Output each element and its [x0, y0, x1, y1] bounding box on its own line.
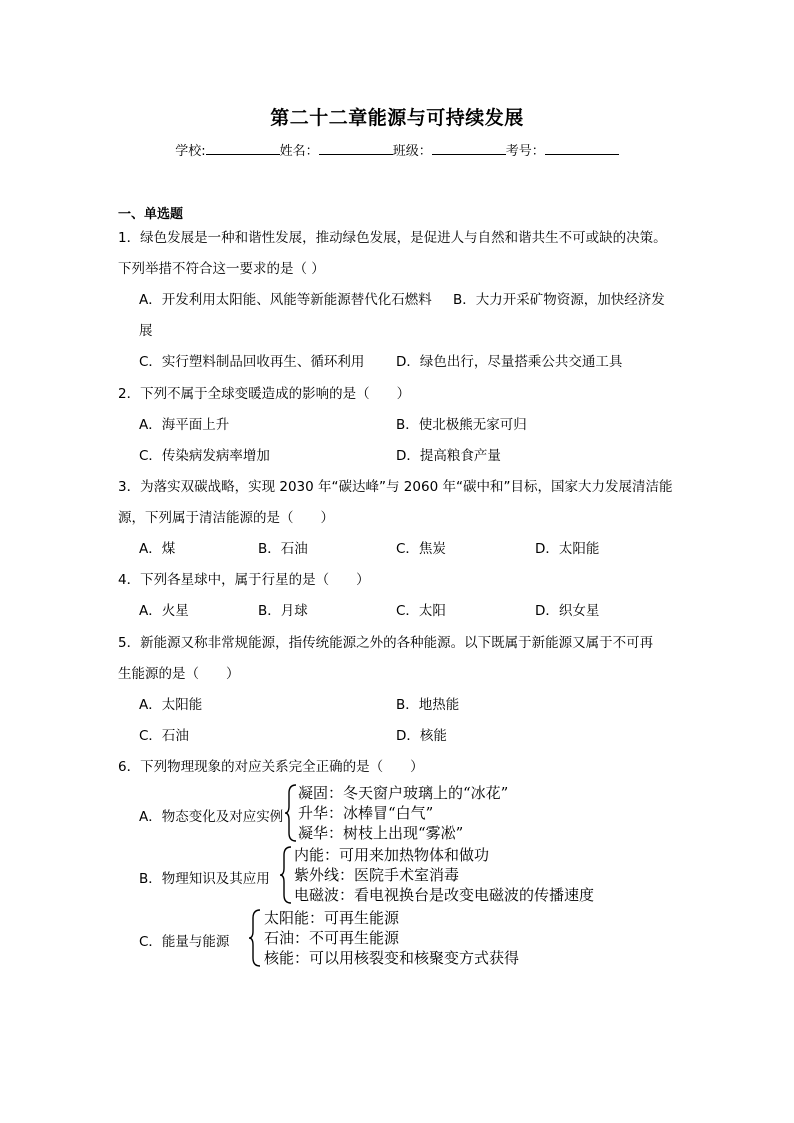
q6-option-a-label: A．物态变化及对应实例: [139, 809, 284, 825]
q2-stem: 2．下列不属于全球变暖造成的影响的是（ ）: [118, 386, 411, 402]
q2-option-c: C．传染病发病率增加: [139, 448, 270, 464]
exam-number-label: 考号：: [505, 144, 545, 159]
q1-option-a: A．开发利用太阳能、风能等新能源替代化石燃料: [139, 292, 432, 308]
q1-option-b: B．大力开采矿物资源，加快经济发: [453, 292, 665, 308]
q6-option-b-label: B．物理知识及其应用: [139, 871, 270, 887]
q1-stem-line1: 1．绿色发展是一种和谐性发展，推动绿色发展，是促进人与自然和谐共生不可或缺的决策。: [118, 230, 667, 246]
q4-option-b: B．月球: [258, 603, 308, 619]
q3-stem-line2: 源，下列属于清洁能源的是（ ）: [118, 510, 334, 526]
q5-stem-line1: 5．新能源又称非常规能源，指传统能源之外的各种能源。以下既属于新能源又属于不可再: [118, 635, 654, 651]
q5-option-a: A．太阳能: [139, 697, 203, 713]
q5-option-b: B．地热能: [396, 697, 460, 713]
q6-option-a-item: 凝固：冬天窗户玻璃上的“冰花”: [298, 784, 509, 802]
name-label: 姓名：: [279, 144, 319, 159]
q6-option-c-list: [264, 908, 519, 968]
q6-option-c-item: 核能：可以用核裂变和核聚变方式获得: [264, 949, 520, 967]
q4-option-c: C．太阳: [396, 603, 446, 619]
q4-option-a: A．火星: [139, 603, 189, 619]
q1-option-b-cont: 展: [139, 323, 153, 339]
q4-stem: 4．下列各星球中，属于行星的是（ ）: [118, 572, 370, 588]
q6-option-c-label: C．能量与能源: [139, 934, 230, 950]
q5-stem-line2: 生能源的是（ ）: [118, 666, 240, 682]
q6-option-c-item: 太阳能：可再生能源: [264, 909, 400, 927]
q6-option-b-item: 电磁波：看电视换台是改变电磁波的传播速度: [294, 886, 595, 904]
q3-option-d: D．太阳能: [535, 541, 600, 557]
q6-option-b-brace: [279, 846, 293, 904]
q3-option-c: C．焦炭: [396, 541, 446, 557]
school-label: 学校:: [175, 144, 206, 159]
q3-option-b: B．石油: [258, 541, 308, 557]
page-title: 第二十二章能源与可持续发展: [270, 107, 524, 129]
q5-option-d: D．核能: [396, 728, 447, 744]
q4-option-d: D．织女星: [535, 603, 600, 619]
q6-option-a-item: 升华：冰棒冒“白气”: [298, 804, 434, 822]
q2-option-d: D．提高粮食产量: [396, 448, 501, 464]
q2-option-a: A．海平面上升: [139, 417, 230, 433]
school-blank: [206, 142, 280, 155]
exam-number-blank: [545, 142, 619, 155]
class-label: 班级：: [392, 144, 432, 159]
q6-option-c-item: 石油：不可再生能源: [264, 929, 400, 947]
q6-option-b-item: 内能：可用来加热物体和做功: [294, 846, 490, 864]
q6-stem: 6．下列物理现象的对应关系完全正确的是（ ）: [118, 759, 424, 775]
q6-option-a-item: 凝华：树枝上出现“雾凇”: [298, 824, 464, 842]
q6-option-b-list: [294, 845, 594, 905]
q3-stem-line1: 3．为落实双碳战略，实现 2030 年“碳达峰”与 2060 年“碳中和”目标，国家大力发展清洁能: [118, 479, 673, 495]
q6-option-a-list: [298, 783, 508, 843]
student-info-line: [0, 140, 794, 159]
class-blank: [432, 142, 506, 155]
q5-option-c: C．石油: [139, 728, 189, 744]
q6-option-b-item: 紫外线：医院手术室消毒: [294, 866, 460, 884]
q6-option-a-brace: [284, 784, 298, 842]
q1-option-c: C．实行塑料制品回收再生、循环利用: [139, 354, 365, 370]
q3-option-a: A．煤: [139, 541, 176, 557]
q2-option-b: B．使北极熊无家可归: [396, 417, 527, 433]
q1-option-d: D．绿色出行，尽量搭乘公共交通工具: [396, 354, 623, 370]
q1-stem-line2: 下列举措不符合这一要求的是（ ）: [118, 261, 325, 277]
q6-option-c-brace: [248, 909, 262, 967]
name-blank: [319, 142, 393, 155]
section-heading: 一、单选题: [118, 207, 184, 222]
